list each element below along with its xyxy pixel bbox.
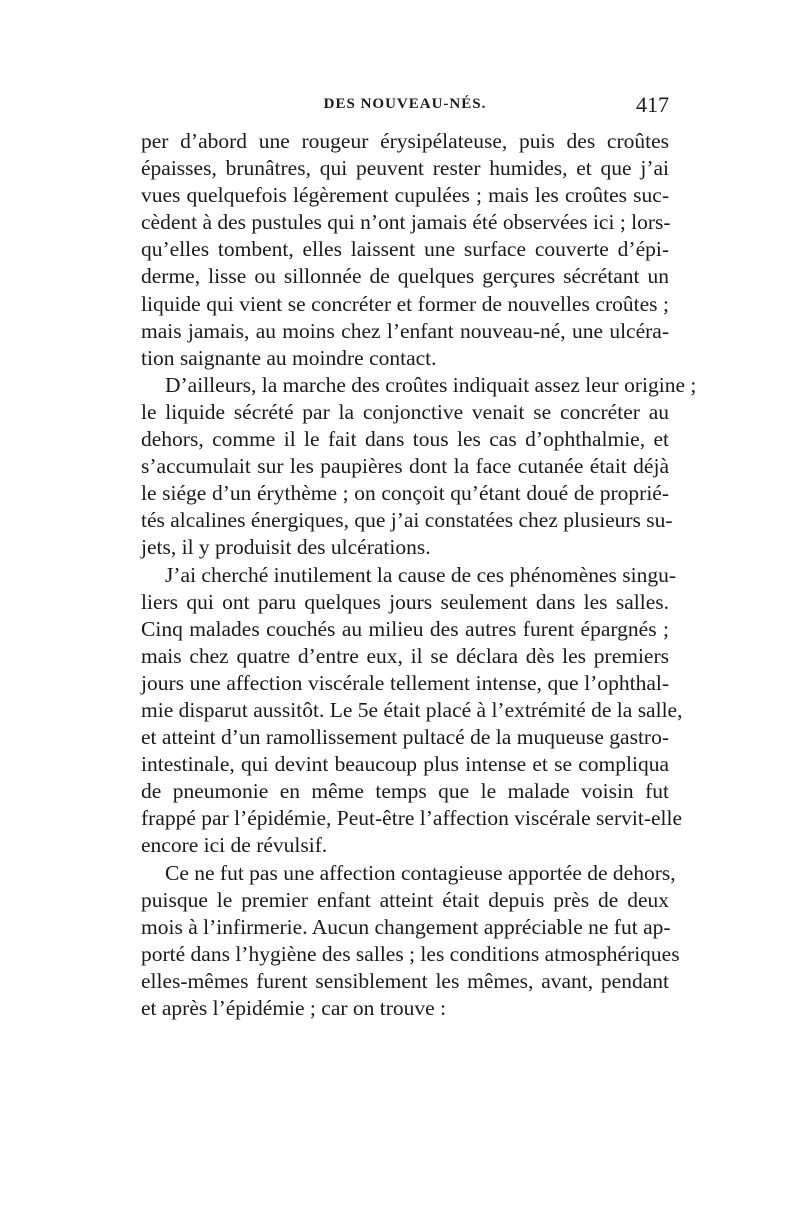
text-line: le siége d’un érythème ; on conçoit qu’étant doué de proprié- <box>141 481 669 506</box>
text-line: mois à l’infirmerie. Aucun changement appréciable ne fut ap- <box>141 914 671 939</box>
paragraph <box>141 562 683 860</box>
text-line: frappé par l’épidémie, Peut-être l’affection viscérale servit-elle <box>141 806 683 831</box>
text-line: dehors, comme il le fait dans tous les cas d’ophthalmie, et <box>141 427 669 452</box>
text-line: intestinale, qui devint beaucoup plus intense et se compliqua <box>141 752 669 777</box>
paragraph <box>141 128 669 372</box>
running-title: DES NOUVEAU-NÉS. <box>323 96 487 112</box>
text-line: vues quelquefois légèrement cupulées ; mais les croûtes suc- <box>141 183 669 208</box>
page-number: 417 <box>636 92 669 117</box>
text-line: épaisses, brunâtres, qui peuvent rester humides, et que j’ai <box>141 156 669 181</box>
text-line: tion saignante au moindre contact. <box>141 345 437 370</box>
text-line: jets, il y produisit des ulcérations. <box>141 535 431 560</box>
text-line: et après l’épidémie ; car on trouve : <box>141 996 447 1020</box>
text-line: cèdent à des pustules qui n’ont jamais été observées ici ; lors- <box>141 210 671 235</box>
text-line: elles-mêmes furent sensiblement les mêmes, avant, pendant <box>141 968 669 993</box>
text-line: porté dans l’hygiène des salles ; les conditions atmosphériques <box>141 941 680 966</box>
paragraph <box>141 372 697 562</box>
text-line: Cinq malades couchés au milieu des autres furent épargnés ; <box>141 616 669 641</box>
text-line: per d’abord une rougeur érysipélateuse, puis des croûtes <box>141 129 669 153</box>
text-line: de pneumonie en même temps que le malade voisin fut <box>141 779 669 804</box>
text-line: tés alcalines énergiques, que j’ai constatées chez plusieurs su- <box>141 508 673 533</box>
paragraph <box>141 860 680 1023</box>
page-header <box>141 92 669 122</box>
text-line: puisque le premier enfant atteint était depuis près de deux <box>141 887 669 912</box>
text-line: liquide qui vient se concréter et former de nouvelles croûtes ; <box>141 291 669 316</box>
text-line: Ce ne fut pas une affection contagieuse apportée de dehors, <box>165 860 676 885</box>
text-line: liers qui ont paru quelques jours seulement dans les salles. <box>141 589 669 614</box>
text-line: jours une affection viscérale tellement intense, que l’ophthal- <box>141 670 669 695</box>
text-line: mais chez quatre d’entre eux, il se déclara dès les premiers <box>141 643 669 668</box>
text-line: encore ici de révulsif. <box>141 833 328 858</box>
text-line: derme, lisse ou sillonnée de quelques gerçures sécrétant un <box>141 264 669 289</box>
text-line: D’ailleurs, la marche des croûtes indiquait assez leur origine ; <box>165 372 697 397</box>
text-line: qu’elles tombent, elles laissent une surface couverte d’épi- <box>141 237 669 262</box>
body-text <box>141 128 697 1022</box>
text-line: J’ai cherché inutilement la cause de ces phénomènes singu- <box>165 562 677 587</box>
text-line: mais jamais, au moins chez l’enfant nouveau-né, une ulcéra- <box>141 318 669 343</box>
text-line: et atteint d’un ramollissement pultacé de la muqueuse gastro- <box>141 725 669 750</box>
text-line: le liquide sécrété par la conjonctive venait se concréter au <box>141 399 669 424</box>
text-line: mie disparut aussitôt. Le 5e était placé à l’extrémité de la salle, <box>141 697 683 722</box>
text-line: s’accumulait sur les paupières dont la face cutanée était déjà <box>141 454 669 479</box>
